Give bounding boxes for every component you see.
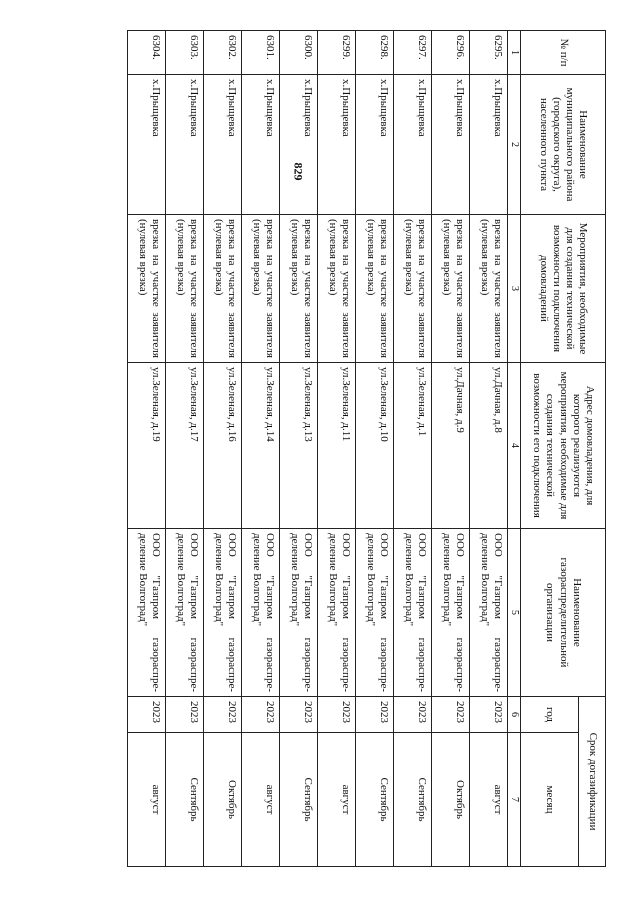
- column-number: 6: [508, 697, 521, 733]
- year: 2023: [318, 697, 356, 733]
- table-row: [432, 31, 470, 867]
- year: 2023: [432, 697, 470, 733]
- year: 2023: [280, 697, 318, 733]
- header-year: год: [521, 697, 579, 733]
- column-number: 4: [508, 363, 521, 529]
- organization: ООО "Газпром газораспре-деление Волгоград": [356, 529, 394, 697]
- header-deadline: Срок догазификации: [579, 697, 606, 867]
- settlement: х.Прыщевка: [318, 75, 356, 215]
- organization: ООО "Газпром газораспре-деление Волгоград": [432, 529, 470, 697]
- row-number: 6304.: [128, 31, 166, 75]
- table-row: [318, 31, 356, 867]
- header-organization: Наименование газораспределительной организации: [521, 529, 606, 697]
- measure: врезка на участке заявителя (нулевая врезка): [242, 215, 280, 363]
- address: ул.Зеленая, д.11: [318, 363, 356, 529]
- table-row: [204, 31, 242, 867]
- month: Сентябрь: [166, 733, 204, 867]
- settlement: х.Прыщевка: [470, 75, 508, 215]
- month: Октябрь: [204, 733, 242, 867]
- column-number: 7: [508, 733, 521, 867]
- year: 2023: [242, 697, 280, 733]
- address: ул.Зеленая, д.19: [128, 363, 166, 529]
- measure: врезка на участке заявителя (нулевая врезка): [394, 215, 432, 363]
- row-number: 6303.: [166, 31, 204, 75]
- table-row: [470, 31, 508, 867]
- settlement: х.Прыщевка: [204, 75, 242, 215]
- address: ул.Зеленая, д.14: [242, 363, 280, 529]
- month: Октябрь: [432, 733, 470, 867]
- address: ул.Дачная, д.9: [432, 363, 470, 529]
- column-numbers-row: [508, 31, 521, 867]
- table-row: [394, 31, 432, 867]
- organization: ООО "Газпром газораспре-деление Волгоград": [470, 529, 508, 697]
- year: 2023: [394, 697, 432, 733]
- table-row: [242, 31, 280, 867]
- month: август: [470, 733, 508, 867]
- settlement: х.Прыщевка: [166, 75, 204, 215]
- year: 2023: [356, 697, 394, 733]
- measure: врезка на участке заявителя (нулевая врезка): [204, 215, 242, 363]
- header-address: Адрес домовладения, для которого реализуются мероприятия, необходимые для создания технической возможности его подключения: [521, 363, 606, 529]
- month: август: [128, 733, 166, 867]
- table-row: [128, 31, 166, 867]
- settlement: х.Прыщевка: [128, 75, 166, 215]
- month: август: [242, 733, 280, 867]
- column-number: 3: [508, 215, 521, 363]
- address: ул.Дачная, д.8: [470, 363, 508, 529]
- row-number: 6301.: [242, 31, 280, 75]
- organization: ООО "Газпром газораспре-деление Волгоград": [128, 529, 166, 697]
- measure: врезка на участке заявителя (нулевая врезка): [470, 215, 508, 363]
- organization: ООО "Газпром газораспре-деление Волгоград": [318, 529, 356, 697]
- row-number: 6298.: [356, 31, 394, 75]
- table-header: [508, 31, 606, 867]
- header-month: месяц: [521, 733, 579, 867]
- settlement: х.Прыщевка: [432, 75, 470, 215]
- address: ул.Зеленая, д.10: [356, 363, 394, 529]
- year: 2023: [470, 697, 508, 733]
- column-number: 2: [508, 75, 521, 215]
- month: Сентябрь: [394, 733, 432, 867]
- measure: врезка на участке заявителя (нулевая врезка): [356, 215, 394, 363]
- row-number: 6295.: [470, 31, 508, 75]
- table-body: [128, 31, 508, 867]
- organization: ООО "Газпром газораспре-деление Волгоград": [394, 529, 432, 697]
- row-number: 6300.: [280, 31, 318, 75]
- settlement: х.Прыщевка: [242, 75, 280, 215]
- month: август: [318, 733, 356, 867]
- header-district: Наименование муниципального района (городского округа), населенного пункта: [521, 75, 606, 215]
- year: 2023: [128, 697, 166, 733]
- settlement: х.Прыщевка: [280, 75, 318, 215]
- measure: врезка на участке заявителя (нулевая врезка): [318, 215, 356, 363]
- row-number: 6296.: [432, 31, 470, 75]
- column-number: 5: [508, 529, 521, 697]
- organization: ООО "Газпром газораспре-деление Волгоград": [204, 529, 242, 697]
- column-number: 1: [508, 31, 521, 75]
- header-number: № п/п: [521, 31, 606, 75]
- organization: ООО "Газпром газораспре-деление Волгоград": [280, 529, 318, 697]
- row-number: 6302.: [204, 31, 242, 75]
- address: ул.Зеленая, д.17: [166, 363, 204, 529]
- table-row: [356, 31, 394, 867]
- year: 2023: [204, 697, 242, 733]
- table-row: [280, 31, 318, 867]
- year: 2023: [166, 697, 204, 733]
- measure: врезка на участке заявителя (нулевая врезка): [432, 215, 470, 363]
- address: ул.Зеленая, д.1: [394, 363, 432, 529]
- row-number: 6297.: [394, 31, 432, 75]
- month: Сентябрь: [356, 733, 394, 867]
- measure: врезка на участке заявителя (нулевая врезка): [280, 215, 318, 363]
- address: ул.Зеленая, д.13: [280, 363, 318, 529]
- measure: врезка на участке заявителя (нулевая врезка): [128, 215, 166, 363]
- organization: ООО "Газпром газораспре-деление Волгоград": [242, 529, 280, 697]
- row-number: 6299.: [318, 31, 356, 75]
- organization: ООО "Газпром газораспре-деление Волгоград": [166, 529, 204, 697]
- settlement: х.Прыщевка: [356, 75, 394, 215]
- settlement: х.Прыщевка: [394, 75, 432, 215]
- gasification-table: [127, 30, 606, 867]
- page-number: 829: [291, 162, 306, 181]
- table-row: [166, 31, 204, 867]
- header-measures: Мероприятия, необходимые для создания технической возможности подключения домовладений: [521, 215, 606, 363]
- measure: врезка на участке заявителя (нулевая врезка): [166, 215, 204, 363]
- address: ул.Зеленая, д.16: [204, 363, 242, 529]
- month: Сентябрь: [280, 733, 318, 867]
- rotated-table-wrapper: [136, 30, 606, 866]
